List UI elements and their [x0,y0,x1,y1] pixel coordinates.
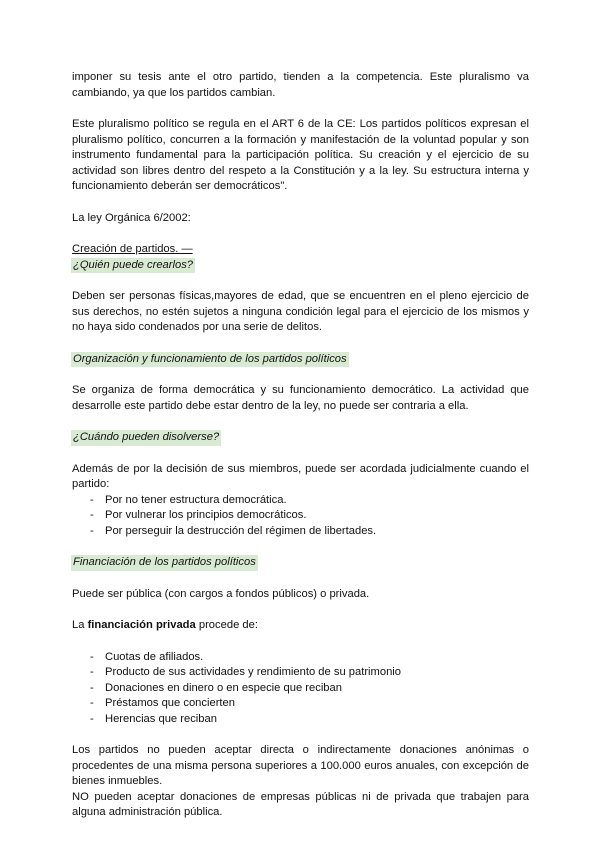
document-page [72,70,529,821]
privada-bold: financiación privada [87,619,196,631]
financiacion-heading: Financiación de los partidos políticos [71,555,258,571]
list-item: - Préstamos que concierten [72,696,529,712]
list-item: - Producto de sus actividades y rendimiento de su patrimonio [72,665,529,681]
organizacion-heading: Organización y funcionamiento de los partidos políticos [71,352,349,368]
creacion-heading: Creación de partidos. — [72,243,193,255]
list-item: - Herencias que reciban [72,712,529,728]
list-item: - Por no tener estructura democrática. [72,493,529,509]
list-item: - Cuotas de afiliados. [72,650,529,666]
privada-intro [72,618,529,634]
privada-pre: La [72,619,88,631]
organizacion-paragraph: Se organiza de forma democrática y su funcionamiento democrático. La actividad que desarrolle este partido debe estar dentro de la ley, no puede ser contraria a ella. [72,384,529,412]
donaciones-paragraph: Los partidos no pueden aceptar directa o indirectamente donaciones anónimas o procedentes de una misma persona superiores a 100.000 euros anuales, con excepción de bienes inmuebles. [72,744,529,787]
disolverse-paragraph: Además de por la decisión de sus miembros, puede ser acordada judicialmente cuando el partido: [72,462,529,490]
ley-organica-line: La ley Orgánica 6/2002: [72,211,191,224]
list-item: - Por perseguir la destrucción del régimen de libertades. [72,524,529,540]
quien-paragraph: Deben ser personas físicas,mayores de edad, que se encuentren en el pleno ejercicio de sus derechos, no estén sujetos a ninguna condición legal para el ejercicio de los mismos y no haya sido condenados por una serie de delitos. [72,290,529,333]
list-item: - Por vulnerar los principios democráticos. [72,508,529,524]
financiacion-paragraph: Puede ser pública (con cargos a fondos públicos) o privada. [72,587,370,600]
empresas-paragraph: NO pueden aceptar donaciones de empresas públicas ni de privada que trabajen para alguna administración pública. [72,790,529,818]
disolverse-heading: ¿Cuándo pueden disolverse? [71,430,221,446]
disolverse-list [72,493,529,540]
privada-list [72,650,529,728]
list-item: - Donaciones en dinero o en especie que reciban [72,681,529,697]
quien-heading: ¿Quién puede crearlos? [71,258,195,274]
intro-paragraph: imponer su tesis ante el otro partido, tienden a la competencia. Este pluralismo va cambiando, ya que los partidos cambian. [72,71,529,99]
privada-post: procede de: [195,619,258,631]
art6-paragraph: Este pluralismo político se regula en el ART 6 de la CE: Los partidos políticos expresan el pluralismo político, concurren a la formación y manifestación de la voluntad popular y son instrumento fundamental para la participación política. Su creación y el ejercicio de su actividad son libres dentro del respeto a la Constitución y a la ley. Su estructura interna y funcionamiento deberán ser democráticos". [72,118,529,192]
